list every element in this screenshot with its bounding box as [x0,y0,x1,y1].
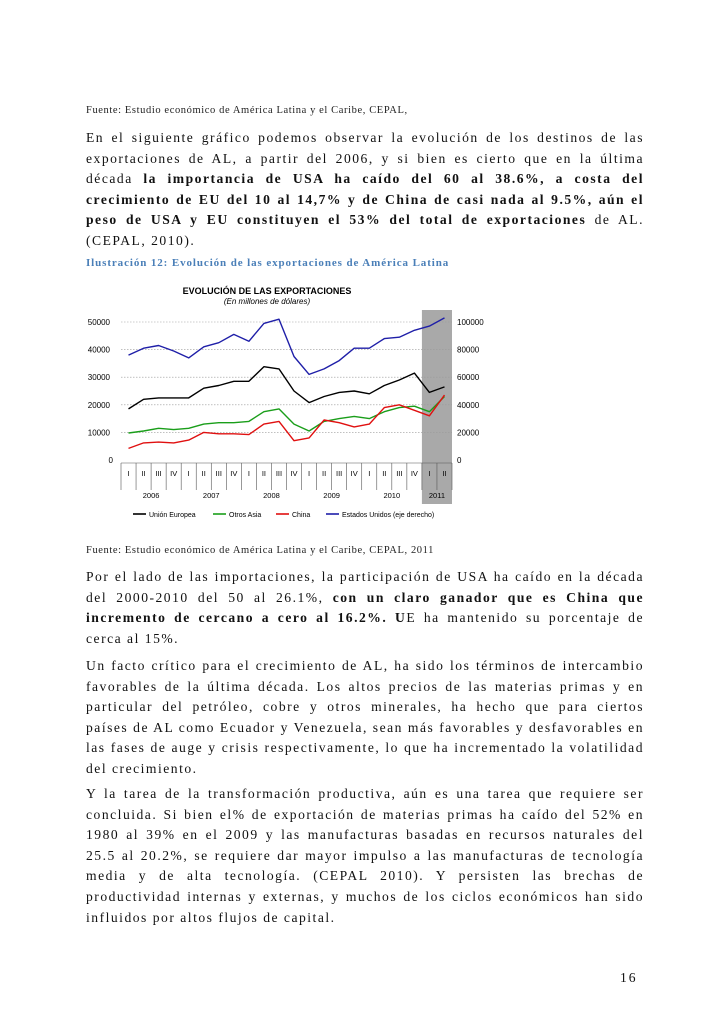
y-right-tick-label: 100000 [457,318,484,327]
x-quarter-label: I [308,469,311,478]
y-left-tick-label: 0 [108,456,113,465]
y-left-tick-label: 40000 [87,345,110,355]
x-year-label: 2006 [142,491,160,500]
paragraph-imports-text-2: E ha mantenido su porcentaje de cerca al 15%. [86,610,645,646]
exports-chart [86,278,526,526]
series-line [129,395,445,448]
x-year-label: 2010 [383,491,401,500]
y-left-tick-label: 10000 [87,428,110,438]
x-quarter-label: I [187,469,190,478]
paragraph-exports [86,128,644,252]
x-quarter-label: I [428,469,431,478]
paragraph-exports-bold: la importancia de USA ha caído del 60 al 38.6%, a costa del crecimiento de EU del 10 al 14,7% y de China de casi nada al 9.5%, aún el peso de USA y EU constituyen el 53% del total de exportaciones [86,171,644,228]
x-year-label: 2011 [428,491,446,500]
x-quarter-label: I [247,469,250,478]
chart-subtitle: (En millones de dólares) [223,297,311,306]
x-year-label: 2008 [263,491,280,500]
y-left-tick-label: 50000 [87,318,110,327]
x-quarter-label: III [275,469,283,478]
legend-label: China [292,512,311,519]
series-line [129,397,445,434]
x-quarter-label: III [215,469,222,478]
series-line [129,318,445,375]
legend-label: Otros Asia [229,512,262,519]
source-note-bottom: Fuente: Estudio económico de América Latina y el Caribe, CEPAL, 2011 [86,545,434,556]
source-note-top: Fuente: Estudio económico de América Latina y el Caribe, CEPAL, [86,105,408,116]
x-quarter-label: IV [290,469,298,478]
paragraph-exports-text-1: En el siguiente gráfico podemos observar la evolución de los destinos de las exportaciones de AL, a partir del 2006, y si bien es cierto que en la última década [86,130,644,187]
x-quarter-label: IV [170,469,178,478]
y-right-tick-label: 20000 [457,428,480,438]
x-quarter-label: II [382,469,387,478]
x-quarter-label: II [141,469,146,478]
x-quarter-label: I [127,469,130,478]
chart-title: EVOLUCIÓN DE LAS EXPORTACIONES [182,286,352,296]
paragraph-imports-bold: con un claro ganador que es China que incremento de cercano a cero al 16.2%. U [86,589,644,626]
x-quarter-label: IV [230,469,238,478]
x-quarter-label: IV [350,469,358,478]
legend-label: Estados Unidos (eje derecho) [342,512,435,519]
y-right-tick-label: 0 [457,456,462,465]
y-left-tick-label: 20000 [87,400,110,410]
x-quarter-label: III [336,469,343,478]
legend-label: Unión Europea [149,512,196,519]
x-quarter-label: II [442,469,447,478]
y-right-tick-label: 60000 [457,373,480,383]
figure-caption: Ilustración 12: Evolución de las exportaciones de América Latina [86,257,450,269]
page-number: 16 [620,970,638,985]
x-quarter-label: I [368,469,371,478]
paragraph-terms-of-trade: Un facto crítico para el crecimiento de AL, ha sido los términos de intercambio favorables de la última década. Los altos precios de las materias primas y en particular del petróleo, cobre y otros minerales, ha hecho que para ciertos países de AL como Ecuador y Venezuela, sean más favorables y desfavorables en las fases de auge y crisis respectivamente, lo que ha incrementado la volatilidad del crecimiento. [86,658,644,776]
y-left-tick-label: 30000 [87,373,110,383]
x-quarter-label: II [322,469,327,478]
paragraph-exports-text-2: de AL. (CEPAL, 2010). [86,212,644,248]
x-year-label: 2007 [202,491,220,500]
x-quarter-label: IV [410,469,418,478]
x-year-label: 2009 [323,491,340,500]
series-line [129,367,445,409]
paragraph-imports [86,567,644,649]
paragraph-imports-text-1: Por el lado de las importaciones, la participación de USA ha caído en la década del 2000-2010 del 50 al 26.1%, [86,569,644,605]
x-quarter-label: III [396,469,403,478]
paragraph-productive-transformation: Y la tarea de la transformación productiva, aún es una tarea que requiere ser concluida. Si bien el% de exportación de materias primas ha caído del 52% en 1980 al 39% en el 2009 y las manufacturas basadas en recursos naturales del 25.5 al 20.2%, se requiere dar mayor impulso a las manufacturas de tecnología media y de alta tecnología. (CEPAL 2010). Y persisten las brechas de productividad internas y externas, y muchos de los ciclos económicos han sido influidos por altos flujos de capital. [86,786,644,925]
y-right-tick-label: 80000 [457,345,480,355]
x-quarter-label: II [261,469,267,478]
x-quarter-label: II [201,469,206,478]
y-right-tick-label: 40000 [457,400,480,410]
x-quarter-label: III [155,469,162,478]
